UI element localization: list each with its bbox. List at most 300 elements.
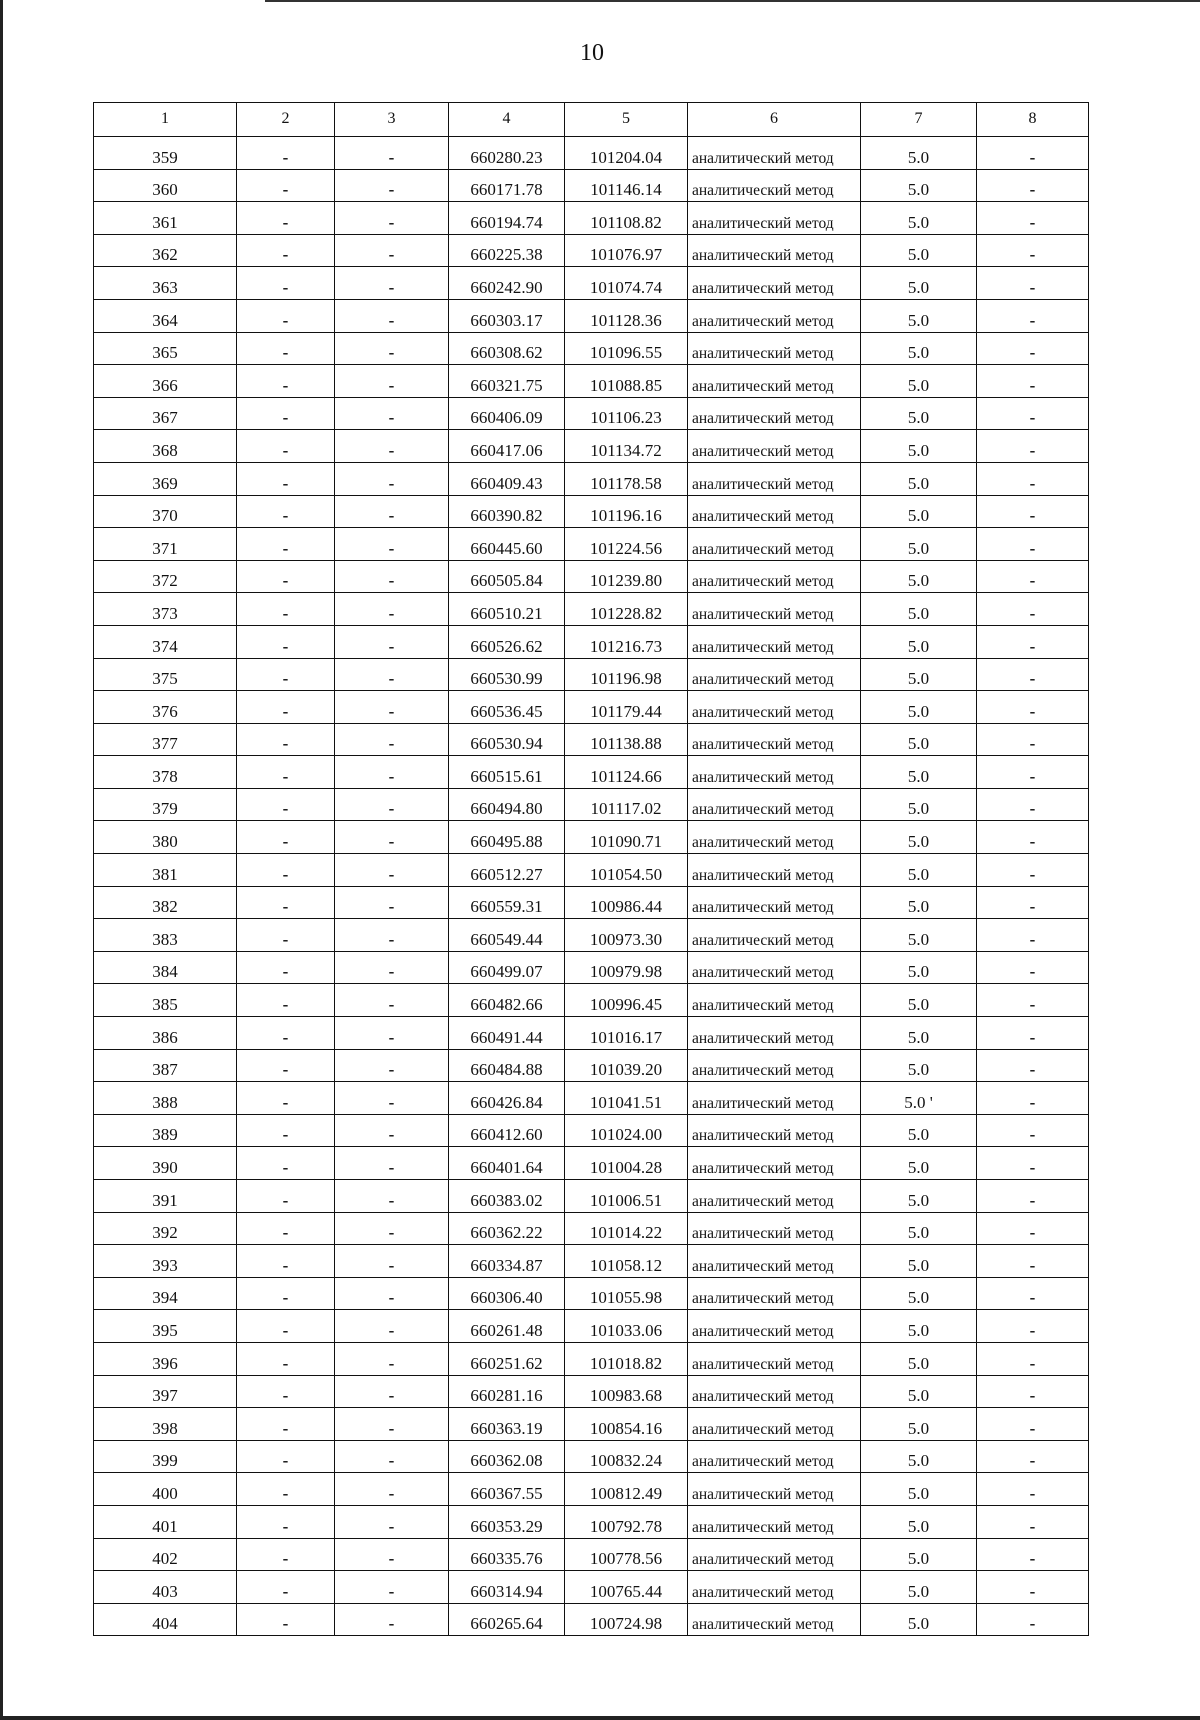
table-row <box>94 1505 1089 1538</box>
col3-cell: - <box>335 1473 449 1506</box>
col2-cell: - <box>237 267 335 300</box>
accuracy-cell: 5.0 <box>861 137 977 170</box>
col2-cell: - <box>237 1310 335 1343</box>
y-coordinate-cell: 101108.82 <box>565 202 688 235</box>
col8-cell: - <box>977 1049 1089 1082</box>
table-row <box>94 951 1089 984</box>
col2-cell: - <box>237 854 335 887</box>
col3-cell: - <box>335 658 449 691</box>
col3-cell: - <box>335 1212 449 1245</box>
accuracy-cell: 5.0 <box>861 1342 977 1375</box>
table-row <box>94 137 1089 170</box>
col3-cell: - <box>335 560 449 593</box>
x-coordinate-cell: 660321.75 <box>449 365 565 398</box>
col8-cell: - <box>977 1505 1089 1538</box>
col2-cell: - <box>237 1440 335 1473</box>
accuracy-cell: 5.0 <box>861 1538 977 1571</box>
x-coordinate-cell: 660499.07 <box>449 951 565 984</box>
point-number-cell: 367 <box>94 397 237 430</box>
method-cell: аналитический метод <box>688 691 861 724</box>
accuracy-cell: 5.0 <box>861 1147 977 1180</box>
col8-cell: - <box>977 1245 1089 1278</box>
table-row <box>94 1408 1089 1441</box>
table-row <box>94 267 1089 300</box>
table-row <box>94 658 1089 691</box>
method-cell: аналитический метод <box>688 234 861 267</box>
point-number-cell: 390 <box>94 1147 237 1180</box>
x-coordinate-cell: 660367.55 <box>449 1473 565 1506</box>
col2-cell: - <box>237 1603 335 1636</box>
table-row <box>94 1049 1089 1082</box>
table-row <box>94 1603 1089 1636</box>
method-cell: аналитический метод <box>688 788 861 821</box>
x-coordinate-cell: 660510.21 <box>449 593 565 626</box>
col3-cell: - <box>335 202 449 235</box>
method-cell: аналитический метод <box>688 365 861 398</box>
y-coordinate-cell: 100979.98 <box>565 951 688 984</box>
header-cell-5: 5 <box>565 103 688 137</box>
point-number-cell: 382 <box>94 886 237 919</box>
accuracy-cell: 5.0 <box>861 951 977 984</box>
col3-cell: - <box>335 951 449 984</box>
method-cell: аналитический метод <box>688 462 861 495</box>
method-cell: аналитический метод <box>688 1505 861 1538</box>
method-cell: аналитический метод <box>688 267 861 300</box>
x-coordinate-cell: 660530.99 <box>449 658 565 691</box>
y-coordinate-cell: 101134.72 <box>565 430 688 463</box>
scan-bottom-border <box>0 1716 1200 1720</box>
col8-cell: - <box>977 984 1089 1017</box>
table-row <box>94 495 1089 528</box>
method-cell: аналитический метод <box>688 593 861 626</box>
col8-cell: - <box>977 756 1089 789</box>
table-row <box>94 234 1089 267</box>
col8-cell: - <box>977 723 1089 756</box>
y-coordinate-cell: 101018.82 <box>565 1342 688 1375</box>
col8-cell: - <box>977 462 1089 495</box>
method-cell: аналитический метод <box>688 1408 861 1441</box>
col2-cell: - <box>237 1082 335 1115</box>
y-coordinate-cell: 101055.98 <box>565 1277 688 1310</box>
table-row <box>94 1245 1089 1278</box>
point-number-cell: 397 <box>94 1375 237 1408</box>
x-coordinate-cell: 660512.27 <box>449 854 565 887</box>
y-coordinate-cell: 101196.16 <box>565 495 688 528</box>
table-row <box>94 1180 1089 1213</box>
accuracy-cell: 5.0 <box>861 658 977 691</box>
table-row <box>94 919 1089 952</box>
header-cell-1: 1 <box>94 103 237 137</box>
table-row <box>94 886 1089 919</box>
table-row <box>94 1017 1089 1050</box>
accuracy-cell: 5.0 <box>861 528 977 561</box>
accuracy-cell: 5.0 <box>861 1375 977 1408</box>
col2-cell: - <box>237 723 335 756</box>
point-number-cell: 404 <box>94 1603 237 1636</box>
col3-cell: - <box>335 1342 449 1375</box>
accuracy-cell: 5.0 <box>861 234 977 267</box>
accuracy-cell: 5.0 <box>861 1212 977 1245</box>
col8-cell: - <box>977 691 1089 724</box>
col8-cell: - <box>977 1180 1089 1213</box>
col2-cell: - <box>237 1342 335 1375</box>
col3-cell: - <box>335 169 449 202</box>
accuracy-cell: 5.0 <box>861 332 977 365</box>
table-row <box>94 202 1089 235</box>
col3-cell: - <box>335 1147 449 1180</box>
x-coordinate-cell: 660484.88 <box>449 1049 565 1082</box>
accuracy-cell: 5.0 <box>861 821 977 854</box>
col2-cell: - <box>237 1473 335 1506</box>
accuracy-cell: 5.0 <box>861 397 977 430</box>
col2-cell: - <box>237 1538 335 1571</box>
table-row <box>94 1473 1089 1506</box>
col8-cell: - <box>977 528 1089 561</box>
col2-cell: - <box>237 299 335 332</box>
y-coordinate-cell: 100832.24 <box>565 1440 688 1473</box>
y-coordinate-cell: 101033.06 <box>565 1310 688 1343</box>
point-number-cell: 400 <box>94 1473 237 1506</box>
col3-cell: - <box>335 137 449 170</box>
col2-cell: - <box>237 528 335 561</box>
y-coordinate-cell: 101138.88 <box>565 723 688 756</box>
method-cell: аналитический метод <box>688 397 861 430</box>
col8-cell: - <box>977 1603 1089 1636</box>
col8-cell: - <box>977 788 1089 821</box>
point-number-cell: 374 <box>94 625 237 658</box>
col2-cell: - <box>237 1212 335 1245</box>
col3-cell: - <box>335 1082 449 1115</box>
table-row <box>94 299 1089 332</box>
accuracy-cell: 5.0 <box>861 1114 977 1147</box>
accuracy-cell: 5.0 <box>861 756 977 789</box>
x-coordinate-cell: 660417.06 <box>449 430 565 463</box>
y-coordinate-cell: 100792.78 <box>565 1505 688 1538</box>
accuracy-cell: 5.0 <box>861 1505 977 1538</box>
table-row <box>94 1440 1089 1473</box>
y-coordinate-cell: 101224.56 <box>565 528 688 561</box>
col8-cell: - <box>977 169 1089 202</box>
y-coordinate-cell: 101024.00 <box>565 1114 688 1147</box>
col2-cell: - <box>237 1147 335 1180</box>
col3-cell: - <box>335 1180 449 1213</box>
table-row <box>94 1375 1089 1408</box>
x-coordinate-cell: 660335.76 <box>449 1538 565 1571</box>
table-header <box>94 103 1089 137</box>
point-number-cell: 376 <box>94 691 237 724</box>
header-cell-4: 4 <box>449 103 565 137</box>
col3-cell: - <box>335 528 449 561</box>
col2-cell: - <box>237 984 335 1017</box>
point-number-cell: 366 <box>94 365 237 398</box>
y-coordinate-cell: 101196.98 <box>565 658 688 691</box>
x-coordinate-cell: 660308.62 <box>449 332 565 365</box>
point-number-cell: 368 <box>94 430 237 463</box>
y-coordinate-cell: 100854.16 <box>565 1408 688 1441</box>
method-cell: аналитический метод <box>688 1049 861 1082</box>
point-number-cell: 373 <box>94 593 237 626</box>
method-cell: аналитический метод <box>688 1571 861 1604</box>
col2-cell: - <box>237 625 335 658</box>
col8-cell: - <box>977 234 1089 267</box>
col8-cell: - <box>977 1375 1089 1408</box>
method-cell: аналитический метод <box>688 169 861 202</box>
table-row <box>94 1277 1089 1310</box>
table-row <box>94 1342 1089 1375</box>
point-number-cell: 381 <box>94 854 237 887</box>
table-row <box>94 365 1089 398</box>
header-cell-2: 2 <box>237 103 335 137</box>
x-coordinate-cell: 660353.29 <box>449 1505 565 1538</box>
point-number-cell: 388 <box>94 1082 237 1115</box>
header-cell-3: 3 <box>335 103 449 137</box>
col8-cell: - <box>977 919 1089 952</box>
x-coordinate-cell: 660383.02 <box>449 1180 565 1213</box>
table-row <box>94 984 1089 1017</box>
col2-cell: - <box>237 560 335 593</box>
accuracy-cell: 5.0 <box>861 495 977 528</box>
col8-cell: - <box>977 1408 1089 1441</box>
col3-cell: - <box>335 1114 449 1147</box>
col2-cell: - <box>237 1571 335 1604</box>
x-coordinate-cell: 660495.88 <box>449 821 565 854</box>
point-number-cell: 392 <box>94 1212 237 1245</box>
table-row <box>94 1147 1089 1180</box>
accuracy-cell: 5.0 <box>861 430 977 463</box>
col2-cell: - <box>237 1505 335 1538</box>
point-number-cell: 365 <box>94 332 237 365</box>
x-coordinate-cell: 660334.87 <box>449 1245 565 1278</box>
y-coordinate-cell: 101074.74 <box>565 267 688 300</box>
x-coordinate-cell: 660303.17 <box>449 299 565 332</box>
method-cell: аналитический метод <box>688 625 861 658</box>
point-number-cell: 403 <box>94 1571 237 1604</box>
x-coordinate-cell: 660314.94 <box>449 1571 565 1604</box>
method-cell: аналитический метод <box>688 1245 861 1278</box>
col3-cell: - <box>335 1505 449 1538</box>
table-row <box>94 625 1089 658</box>
col8-cell: - <box>977 267 1089 300</box>
point-number-cell: 396 <box>94 1342 237 1375</box>
col3-cell: - <box>335 234 449 267</box>
accuracy-cell: 5.0 <box>861 723 977 756</box>
method-cell: аналитический метод <box>688 495 861 528</box>
table-row <box>94 1538 1089 1571</box>
table-row <box>94 1571 1089 1604</box>
table-row <box>94 1310 1089 1343</box>
y-coordinate-cell: 100973.30 <box>565 919 688 952</box>
table-row <box>94 854 1089 887</box>
table-body <box>94 137 1089 1636</box>
point-number-cell: 360 <box>94 169 237 202</box>
col3-cell: - <box>335 397 449 430</box>
accuracy-cell: 5.0 <box>861 202 977 235</box>
col3-cell: - <box>335 1538 449 1571</box>
accuracy-cell: 5.0 <box>861 1571 977 1604</box>
method-cell: аналитический метод <box>688 1440 861 1473</box>
accuracy-cell: 5.0 <box>861 1440 977 1473</box>
col3-cell: - <box>335 462 449 495</box>
x-coordinate-cell: 660362.22 <box>449 1212 565 1245</box>
x-coordinate-cell: 660406.09 <box>449 397 565 430</box>
point-number-cell: 394 <box>94 1277 237 1310</box>
scan-top-border <box>265 0 1200 2</box>
method-cell: аналитический метод <box>688 1342 861 1375</box>
table-row <box>94 1114 1089 1147</box>
table-row <box>94 788 1089 821</box>
col2-cell: - <box>237 1408 335 1441</box>
col2-cell: - <box>237 788 335 821</box>
col2-cell: - <box>237 593 335 626</box>
x-coordinate-cell: 660225.38 <box>449 234 565 267</box>
method-cell: аналитический метод <box>688 658 861 691</box>
col3-cell: - <box>335 495 449 528</box>
y-coordinate-cell: 101204.04 <box>565 137 688 170</box>
accuracy-cell: 5.0 <box>861 1017 977 1050</box>
y-coordinate-cell: 101096.55 <box>565 332 688 365</box>
point-number-cell: 399 <box>94 1440 237 1473</box>
col2-cell: - <box>237 691 335 724</box>
col8-cell: - <box>977 430 1089 463</box>
accuracy-cell: 5.0 <box>861 1408 977 1441</box>
col3-cell: - <box>335 756 449 789</box>
col2-cell: - <box>237 169 335 202</box>
col8-cell: - <box>977 821 1089 854</box>
point-number-cell: 370 <box>94 495 237 528</box>
col3-cell: - <box>335 1277 449 1310</box>
col2-cell: - <box>237 1114 335 1147</box>
point-number-cell: 383 <box>94 919 237 952</box>
point-number-cell: 385 <box>94 984 237 1017</box>
y-coordinate-cell: 101016.17 <box>565 1017 688 1050</box>
y-coordinate-cell: 101179.44 <box>565 691 688 724</box>
col2-cell: - <box>237 919 335 952</box>
col8-cell: - <box>977 397 1089 430</box>
table-row <box>94 821 1089 854</box>
col2-cell: - <box>237 234 335 267</box>
y-coordinate-cell: 101090.71 <box>565 821 688 854</box>
y-coordinate-cell: 101054.50 <box>565 854 688 887</box>
col3-cell: - <box>335 1375 449 1408</box>
table-row <box>94 332 1089 365</box>
coordinates-table <box>93 102 1089 1636</box>
table-row <box>94 169 1089 202</box>
page-number: 10 <box>580 40 604 66</box>
col2-cell: - <box>237 951 335 984</box>
method-cell: аналитический метод <box>688 1538 861 1571</box>
method-cell: аналитический метод <box>688 137 861 170</box>
col3-cell: - <box>335 593 449 626</box>
col8-cell: - <box>977 1147 1089 1180</box>
y-coordinate-cell: 100983.68 <box>565 1375 688 1408</box>
point-number-cell: 372 <box>94 560 237 593</box>
col3-cell: - <box>335 984 449 1017</box>
accuracy-cell: 5.0 <box>861 462 977 495</box>
col2-cell: - <box>237 365 335 398</box>
x-coordinate-cell: 660363.19 <box>449 1408 565 1441</box>
method-cell: аналитический метод <box>688 528 861 561</box>
point-number-cell: 395 <box>94 1310 237 1343</box>
col2-cell: - <box>237 658 335 691</box>
point-number-cell: 378 <box>94 756 237 789</box>
x-coordinate-cell: 660362.08 <box>449 1440 565 1473</box>
point-number-cell: 391 <box>94 1180 237 1213</box>
point-number-cell: 371 <box>94 528 237 561</box>
x-coordinate-cell: 660549.44 <box>449 919 565 952</box>
x-coordinate-cell: 660482.66 <box>449 984 565 1017</box>
col2-cell: - <box>237 1277 335 1310</box>
y-coordinate-cell: 101146.14 <box>565 169 688 202</box>
table-row <box>94 397 1089 430</box>
x-coordinate-cell: 660280.23 <box>449 137 565 170</box>
col8-cell: - <box>977 1440 1089 1473</box>
accuracy-cell: 5.0 <box>861 1473 977 1506</box>
x-coordinate-cell: 660491.44 <box>449 1017 565 1050</box>
col2-cell: - <box>237 430 335 463</box>
point-number-cell: 393 <box>94 1245 237 1278</box>
accuracy-cell: 5.0 <box>861 365 977 398</box>
y-coordinate-cell: 100765.44 <box>565 1571 688 1604</box>
col2-cell: - <box>237 886 335 919</box>
point-number-cell: 377 <box>94 723 237 756</box>
x-coordinate-cell: 660390.82 <box>449 495 565 528</box>
table-row <box>94 756 1089 789</box>
x-coordinate-cell: 660171.78 <box>449 169 565 202</box>
method-cell: аналитический метод <box>688 723 861 756</box>
col2-cell: - <box>237 821 335 854</box>
accuracy-cell: 5.0 <box>861 1310 977 1343</box>
method-cell: аналитический метод <box>688 1017 861 1050</box>
col3-cell: - <box>335 723 449 756</box>
method-cell: аналитический метод <box>688 951 861 984</box>
col8-cell: - <box>977 560 1089 593</box>
x-coordinate-cell: 660281.16 <box>449 1375 565 1408</box>
method-cell: аналитический метод <box>688 919 861 952</box>
point-number-cell: 364 <box>94 299 237 332</box>
method-cell: аналитический метод <box>688 430 861 463</box>
col2-cell: - <box>237 1049 335 1082</box>
method-cell: аналитический метод <box>688 1473 861 1506</box>
method-cell: аналитический метод <box>688 1603 861 1636</box>
accuracy-cell: 5.0 <box>861 1277 977 1310</box>
method-cell: аналитический метод <box>688 202 861 235</box>
col3-cell: - <box>335 854 449 887</box>
col8-cell: - <box>977 951 1089 984</box>
table-row <box>94 560 1089 593</box>
table-row <box>94 1212 1089 1245</box>
y-coordinate-cell: 101006.51 <box>565 1180 688 1213</box>
col2-cell: - <box>237 1245 335 1278</box>
method-cell: аналитический метод <box>688 1082 861 1115</box>
col3-cell: - <box>335 1049 449 1082</box>
table-row <box>94 1082 1089 1115</box>
col8-cell: - <box>977 625 1089 658</box>
col8-cell: - <box>977 1538 1089 1571</box>
col3-cell: - <box>335 821 449 854</box>
col2-cell: - <box>237 1017 335 1050</box>
col3-cell: - <box>335 919 449 952</box>
col3-cell: - <box>335 1017 449 1050</box>
point-number-cell: 375 <box>94 658 237 691</box>
method-cell: аналитический метод <box>688 886 861 919</box>
x-coordinate-cell: 660265.64 <box>449 1603 565 1636</box>
y-coordinate-cell: 101128.36 <box>565 299 688 332</box>
y-coordinate-cell: 101014.22 <box>565 1212 688 1245</box>
table-row <box>94 593 1089 626</box>
table-row <box>94 430 1089 463</box>
point-number-cell: 379 <box>94 788 237 821</box>
y-coordinate-cell: 101117.02 <box>565 788 688 821</box>
